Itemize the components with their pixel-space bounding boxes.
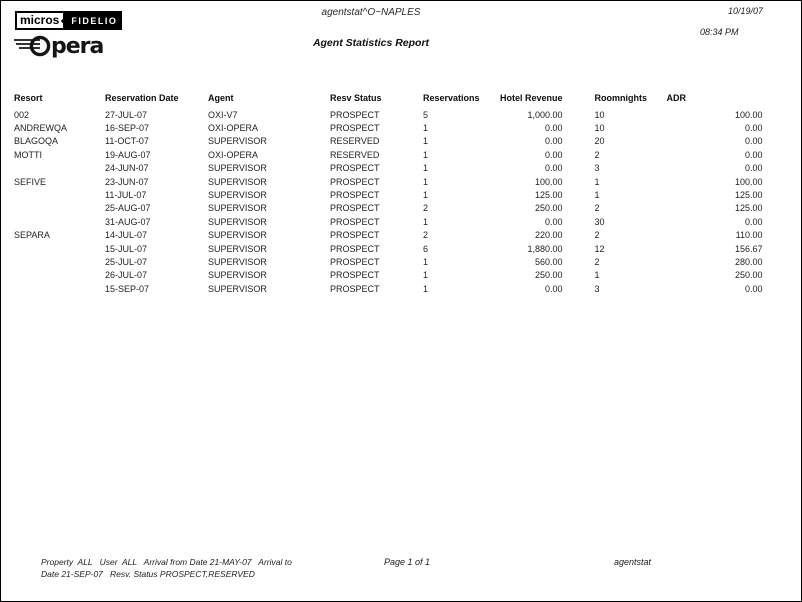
cell-resv-status: PROSPECT	[330, 283, 380, 294]
cell-reservation-date: 11-OCT-07	[105, 136, 149, 147]
cell-roomnights: 2	[594, 256, 600, 267]
cell-roomnights: 3	[594, 283, 600, 294]
cell-reservations: 1	[423, 190, 429, 201]
title-block	[271, 7, 471, 49]
cell-reservations: 1	[423, 149, 429, 160]
cell-agent: SUPERVISOR	[208, 163, 267, 174]
report-title: Agent Statistics Report	[312, 37, 430, 49]
agent-statistics-table	[14, 93, 763, 295]
cell-roomnights: 2	[594, 149, 600, 160]
cell-agent: SUPERVISOR	[208, 176, 267, 187]
column-header-hotel-revenue: Hotel Revenue	[500, 93, 563, 103]
cell-reservation-date: 24-JUN-07	[105, 163, 149, 174]
cell-roomnights: 1	[594, 190, 600, 201]
cell-resv-status: PROSPECT	[330, 216, 380, 227]
report-id: agentstat^O~NAPLES	[321, 7, 421, 18]
cell-agent: OXI-V7	[208, 109, 238, 120]
cell-agent: SUPERVISOR	[208, 190, 267, 201]
cell-hotel-revenue: 220.00	[535, 230, 563, 241]
table-row	[14, 282, 763, 295]
table-row	[14, 188, 763, 201]
cell-adr: 0.00	[745, 149, 763, 160]
column-header-adr: ADR	[666, 93, 687, 103]
cell-adr: 100.00	[735, 109, 763, 120]
cell-agent: OXI-OPERA	[208, 123, 259, 134]
cell-resort	[14, 162, 105, 175]
cell-agent: SUPERVISOR	[208, 230, 267, 241]
cell-resort: SEPARA	[14, 230, 50, 241]
cell-reservations: 2	[423, 203, 429, 214]
cell-reservation-date: 23-JUN-07	[105, 176, 149, 187]
table-body	[14, 108, 763, 295]
print-date: 10/19/07	[728, 6, 764, 16]
column-header-agent: Agent	[208, 93, 234, 103]
cell-resort	[14, 202, 105, 215]
micros-fidelio-logo	[15, 11, 122, 30]
cell-roomnights: 12	[594, 243, 605, 254]
cell-resv-status: PROSPECT	[330, 190, 380, 201]
cell-adr: 100.00	[735, 176, 763, 187]
cell-roomnights: 2	[594, 203, 600, 214]
table-row	[14, 108, 763, 121]
table-row	[14, 255, 763, 268]
cell-resort	[14, 255, 105, 268]
cell-resort: 002	[14, 109, 30, 120]
cell-reservation-date: 25-JUL-07	[105, 256, 148, 267]
cell-hotel-revenue: 1,000.00	[527, 109, 563, 120]
column-header-resv-status: Resv Status	[330, 93, 382, 103]
cell-reservations: 2	[423, 230, 429, 241]
cell-reservation-date: 14-JUL-07	[105, 230, 148, 241]
cell-resv-status: PROSPECT	[330, 230, 380, 241]
cell-hotel-revenue: 100.00	[535, 176, 563, 187]
cell-hotel-revenue: 560.00	[535, 256, 563, 267]
cell-hotel-revenue: 125.00	[535, 190, 563, 201]
column-header-roomnights: Roomnights	[594, 93, 648, 103]
cell-resv-status: PROSPECT	[330, 203, 380, 214]
cell-resort	[14, 215, 105, 228]
cell-resort: ANDREWQA	[14, 123, 68, 134]
cell-agent: SUPERVISOR	[208, 283, 267, 294]
cell-adr: 0.00	[745, 163, 763, 174]
filters-line-1: Property ALL User ALL Arrival from Date 21-MAY-07 Arrival to	[41, 557, 292, 567]
table-row	[14, 175, 763, 188]
cell-reservations: 6	[423, 243, 429, 254]
table-row	[14, 242, 763, 255]
cell-reservation-date: 26-JUL-07	[105, 270, 148, 281]
cell-resv-status: RESERVED	[330, 149, 380, 160]
cell-hotel-revenue: 0.00	[545, 163, 563, 174]
table-row	[14, 269, 763, 282]
cell-resv-status: PROSPECT	[330, 109, 380, 120]
fidelio-logo-text: FIDELIO	[64, 11, 122, 30]
cell-adr: 0.00	[745, 216, 763, 227]
cell-roomnights: 10	[594, 109, 605, 120]
cell-hotel-revenue: 250.00	[535, 270, 563, 281]
cell-roomnights: 10	[594, 123, 605, 134]
cell-reservations: 1	[423, 136, 429, 147]
opera-o-icon	[13, 32, 53, 60]
cell-roomnights: 2	[594, 230, 600, 241]
column-header-reservation-date: Reservation Date	[105, 93, 179, 103]
report-filters	[41, 556, 292, 580]
table-row	[14, 148, 763, 161]
cell-agent: SUPERVISOR	[208, 216, 267, 227]
cell-roomnights: 1	[594, 270, 600, 281]
cell-hotel-revenue: 250.00	[535, 203, 563, 214]
cell-agent: SUPERVISOR	[208, 256, 267, 267]
cell-adr: 125.00	[735, 190, 763, 201]
cell-hotel-revenue: 1,880.00	[527, 243, 563, 254]
cell-reservations: 1	[423, 176, 429, 187]
table-row	[14, 202, 763, 215]
cell-resv-status: RESERVED	[330, 136, 380, 147]
column-header-reservations: Reservations	[423, 93, 480, 103]
cell-resv-status: PROSPECT	[330, 176, 380, 187]
cell-resort: MOTTI	[14, 149, 42, 160]
cell-hotel-revenue: 0.00	[545, 283, 563, 294]
cell-hotel-revenue: 0.00	[545, 216, 563, 227]
cell-adr: 110.00	[735, 230, 763, 241]
cell-agent: SUPERVISOR	[208, 203, 267, 214]
cell-agent: SUPERVISOR	[208, 270, 267, 281]
cell-roomnights: 20	[594, 136, 605, 147]
cell-reservation-date: 15-SEP-07	[105, 283, 150, 294]
cell-reservation-date: 15-JUL-07	[105, 243, 148, 254]
cell-adr: 280.00	[735, 256, 763, 267]
cell-resort	[14, 188, 105, 201]
table-row	[14, 135, 763, 148]
cell-resv-status: PROSPECT	[330, 256, 380, 267]
opera-logo-text: pera	[51, 33, 104, 59]
cell-adr: 0.00	[745, 283, 763, 294]
cell-resort	[14, 242, 105, 255]
cell-reservations: 1	[423, 270, 429, 281]
cell-resort: BLAGOQA	[14, 136, 59, 147]
cell-hotel-revenue: 0.00	[545, 149, 563, 160]
cell-reservations: 1	[423, 163, 429, 174]
table-row	[14, 121, 763, 134]
print-time: 08:34 PM	[700, 27, 739, 37]
micros-logo-text: micros	[15, 11, 65, 30]
opera-logo	[13, 32, 103, 60]
cell-hotel-revenue: 0.00	[545, 136, 563, 147]
table-row	[14, 229, 763, 242]
cell-adr: 125.00	[735, 203, 763, 214]
cell-reservation-date: 19-AUG-07	[105, 149, 151, 160]
filters-line-2: Date 21-SEP-07 Resv. Status PROSPECT,RESERVED	[41, 569, 255, 579]
cell-resv-status: PROSPECT	[330, 270, 380, 281]
cell-hotel-revenue: 0.00	[545, 123, 563, 134]
column-header-resort: Resort	[14, 93, 43, 103]
cell-reservations: 5	[423, 109, 429, 120]
cell-resv-status: PROSPECT	[330, 123, 380, 134]
cell-reservation-date: 16-SEP-07	[105, 123, 150, 134]
cell-roomnights: 3	[594, 163, 600, 174]
cell-adr: 0.00	[745, 123, 763, 134]
cell-reservation-date: 25-AUG-07	[105, 203, 151, 214]
cell-agent: OXI-OPERA	[208, 149, 259, 160]
table-row	[14, 215, 763, 228]
cell-resort	[14, 269, 105, 282]
page-number: Page 1 of 1	[384, 557, 431, 567]
cell-agent: SUPERVISOR	[208, 136, 267, 147]
cell-resv-status: PROSPECT	[330, 163, 380, 174]
cell-reservations: 1	[423, 123, 429, 134]
cell-roomnights: 30	[594, 216, 605, 227]
cell-adr: 250.00	[735, 270, 763, 281]
cell-resv-status: PROSPECT	[330, 243, 380, 254]
cell-reservations: 1	[423, 283, 429, 294]
cell-adr: 156.67	[735, 243, 763, 254]
cell-adr: 0.00	[745, 136, 763, 147]
table-row	[14, 162, 763, 175]
table-header-row	[14, 93, 763, 108]
cell-roomnights: 1	[594, 176, 600, 187]
report-file-name: agentstat	[614, 557, 652, 567]
cell-reservation-date: 11-JUL-07	[105, 190, 147, 201]
cell-reservations: 1	[423, 256, 429, 267]
cell-resort	[14, 282, 105, 295]
cell-reservation-date: 27-JUL-07	[105, 109, 148, 120]
cell-resort: SEFIVE	[14, 176, 47, 187]
cell-agent: SUPERVISOR	[208, 243, 267, 254]
cell-reservations: 1	[423, 216, 429, 227]
cell-reservation-date: 31-AUG-07	[105, 216, 151, 227]
